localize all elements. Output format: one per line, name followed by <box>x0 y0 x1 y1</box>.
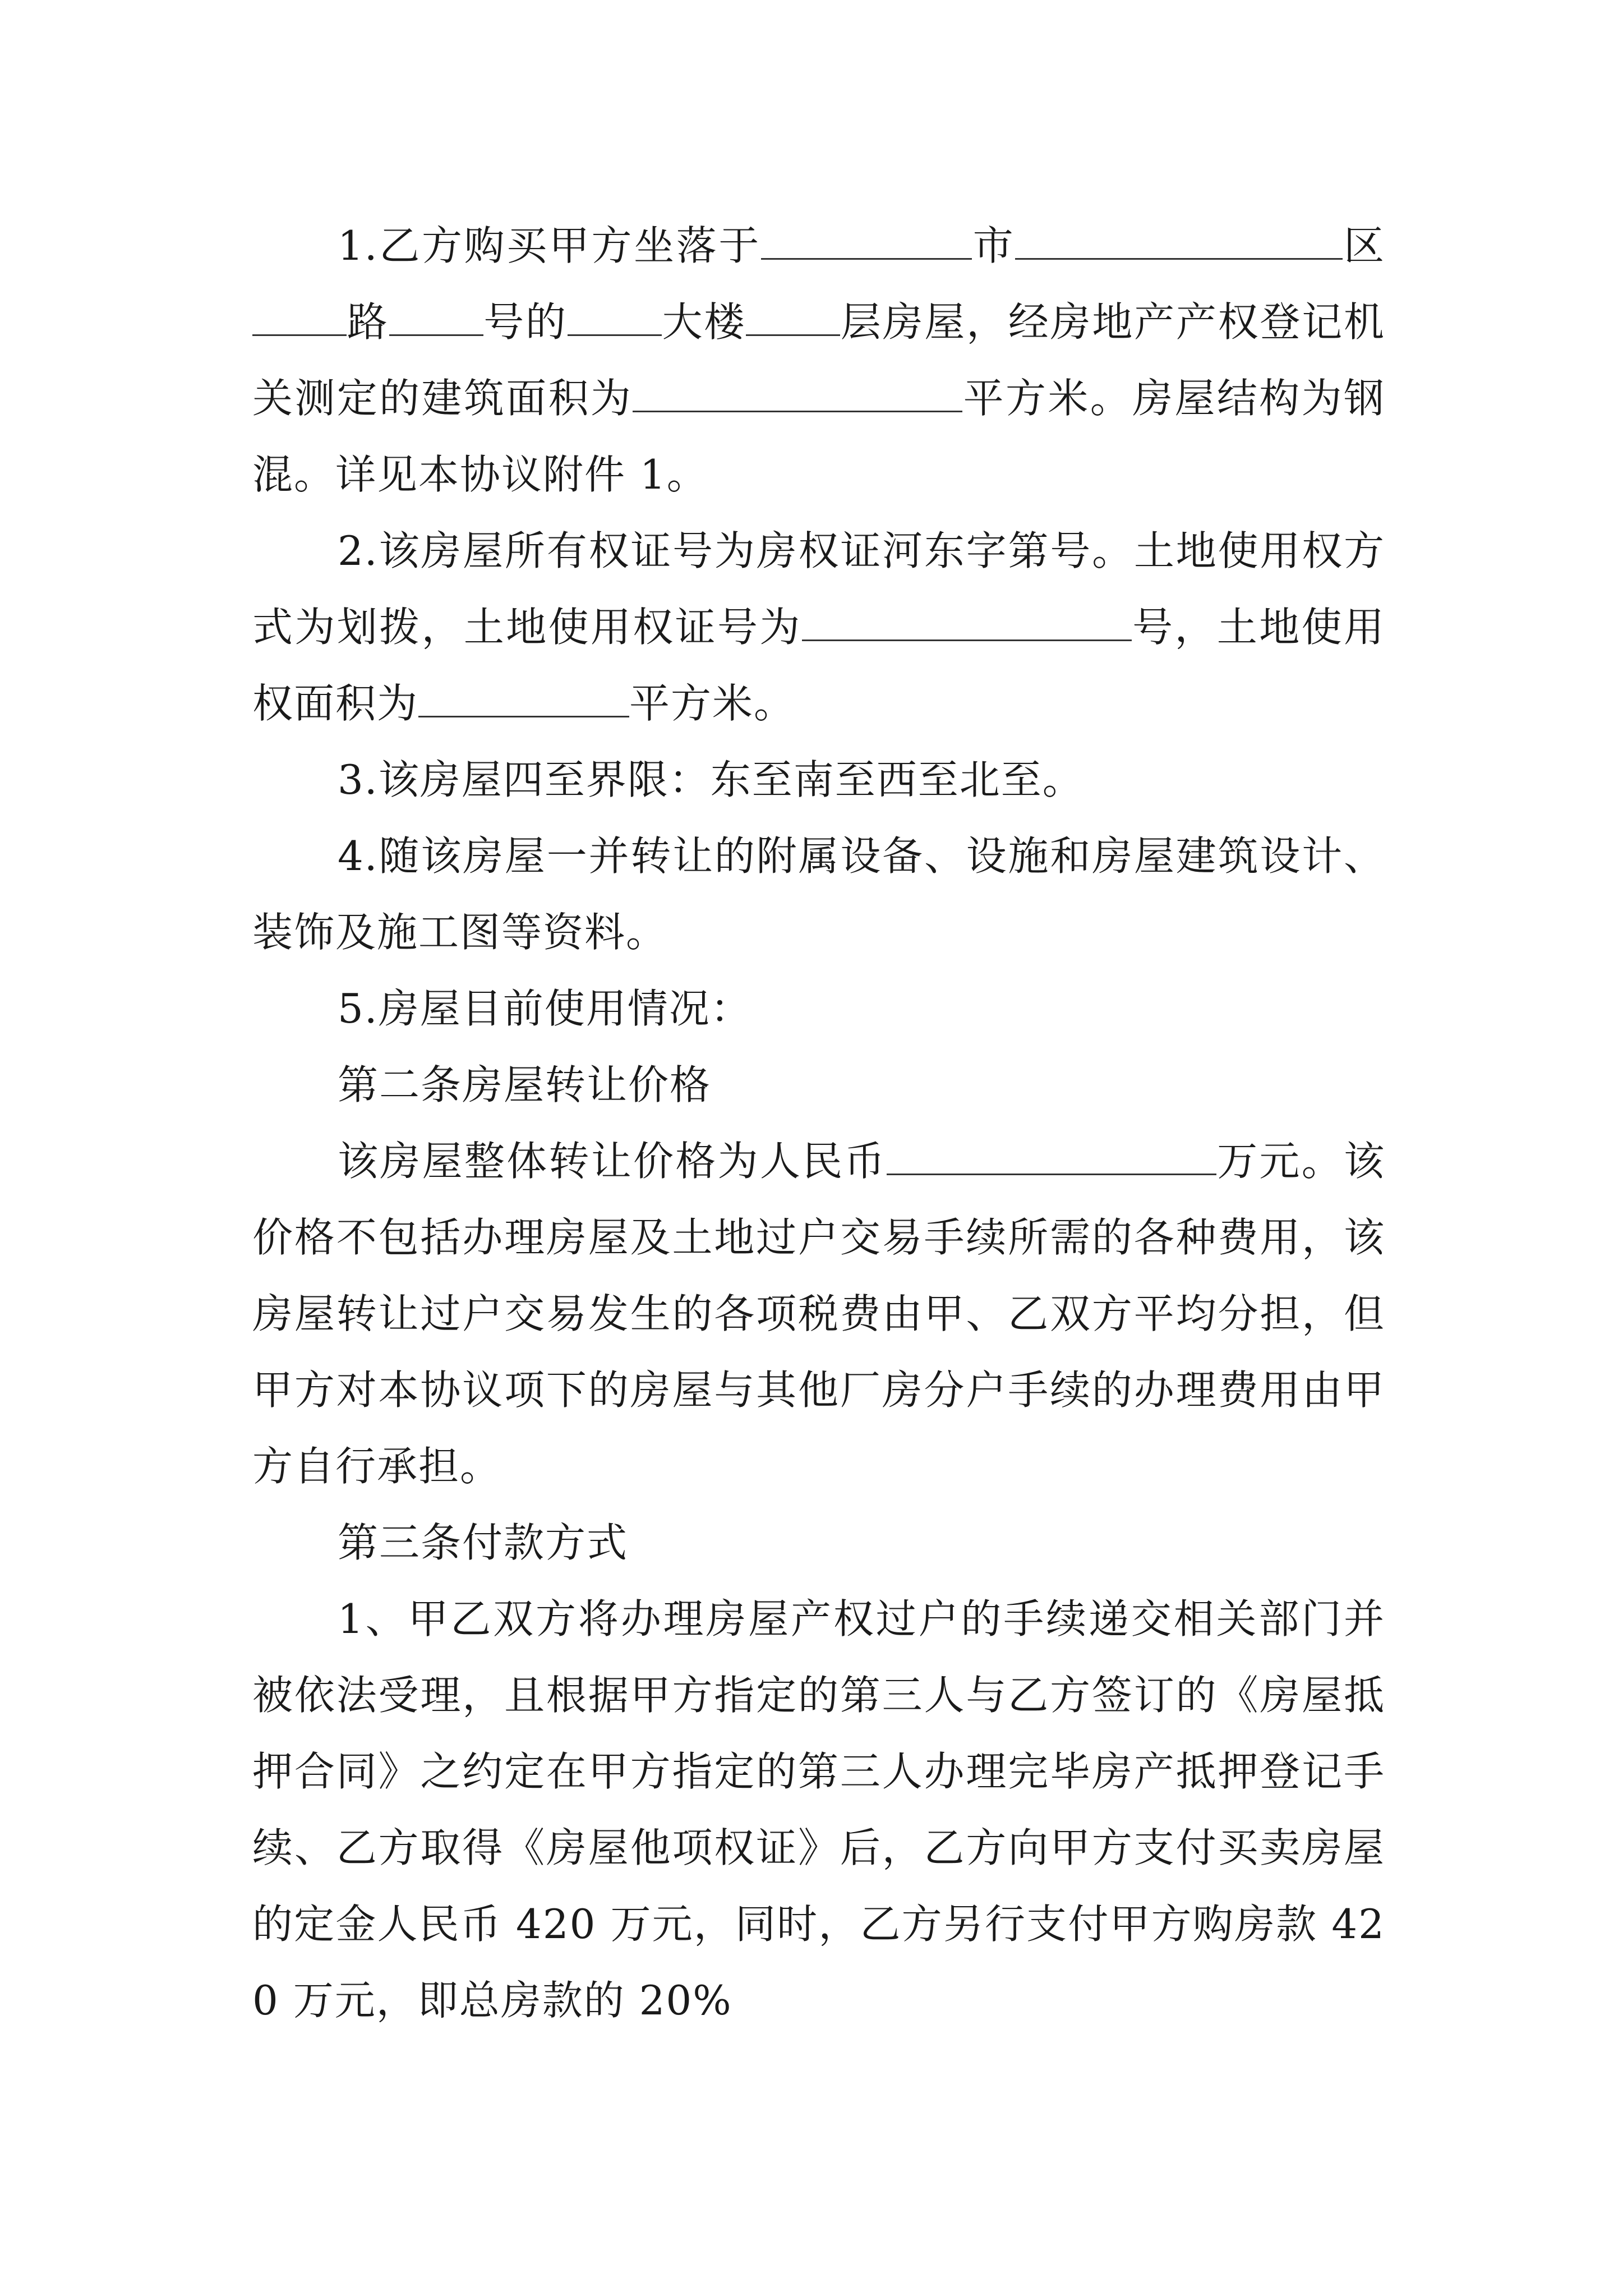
article2-text-2: 万元。该价格不包括办理房屋及土地过户交易手续所需的各种费用，该房屋转让过户交易发生的各项税费由甲、乙双方平均分担，但甲方对本协议项下的房屋与其他厂房分户手续的办理费用由甲方自行承担。 <box>252 1138 1385 1490</box>
article1-item3: 3.该房屋四至界限：东至南至西至北至。 <box>338 756 1084 803</box>
article3-heading: 第三条付款方式 <box>338 1519 629 1566</box>
item1-text-3: 区 <box>1343 222 1385 269</box>
item1-text-2: 市 <box>972 222 1016 269</box>
item2-text-2: 号，土地使用权面积为 <box>252 604 1385 727</box>
item1-text-7: 层房屋，经房地产产权登记机关测定的建筑面积为 <box>252 298 1385 422</box>
item1-text-6: 大楼 <box>661 298 746 346</box>
price-blank <box>887 1140 1216 1175</box>
item2-text-3: 平方米。 <box>629 680 796 727</box>
land-certificate-blank <box>802 606 1132 641</box>
building-blank <box>746 301 840 336</box>
item1-text-4: 路 <box>347 298 389 346</box>
article1-item4: 4.随该房屋一并转让的附属设备、设施和房屋建筑设计、装饰及施工图等资料。 <box>252 832 1385 956</box>
item1-text-1: 1.乙方购买甲方坐落于 <box>338 222 762 269</box>
article2-heading: 第二条房屋转让价格 <box>338 1061 712 1108</box>
article3-item1: 1、甲乙双方将办理房屋产权过户的手续递交相关部门并被依法受理，且根据甲方指定的第三人与乙方签订的《房屋抵押合同》之约定在甲方指定的第三人办理完毕房产抵押登记手续、乙方取得《房屋他项权证》后，乙方向甲方支付买卖房屋的定金人民币 420 万元，同时，乙方另行支付甲方购房款 420 万元，即总房款的 20% <box>252 1595 1385 2024</box>
article1-item2 <box>252 513 1385 742</box>
district-prefix-blank <box>1015 224 1343 260</box>
article2-body <box>252 1123 1385 1504</box>
district-blank <box>252 301 347 336</box>
article1-item5: 5.房屋目前使用情况： <box>338 985 752 1032</box>
article1-item1 <box>252 208 1385 513</box>
item1-text-8: 平方米。房屋结构为钢混。详见本协议附件 1。 <box>252 375 1385 498</box>
item1-text-5: 号的 <box>483 298 568 346</box>
road-blank <box>389 301 483 336</box>
article2-text-1: 该房屋整体转让价格为人民币 <box>338 1138 887 1185</box>
number-blank <box>568 301 662 336</box>
item2-text-1: 2.该房屋所有权证号为房权证河东字第号。土地使用权方式为划拨，土地使用权证号为 <box>252 527 1385 651</box>
document-page <box>252 208 1385 2039</box>
city-blank <box>761 224 972 260</box>
land-area-blank <box>418 682 629 717</box>
floor-area-blank <box>633 377 962 412</box>
